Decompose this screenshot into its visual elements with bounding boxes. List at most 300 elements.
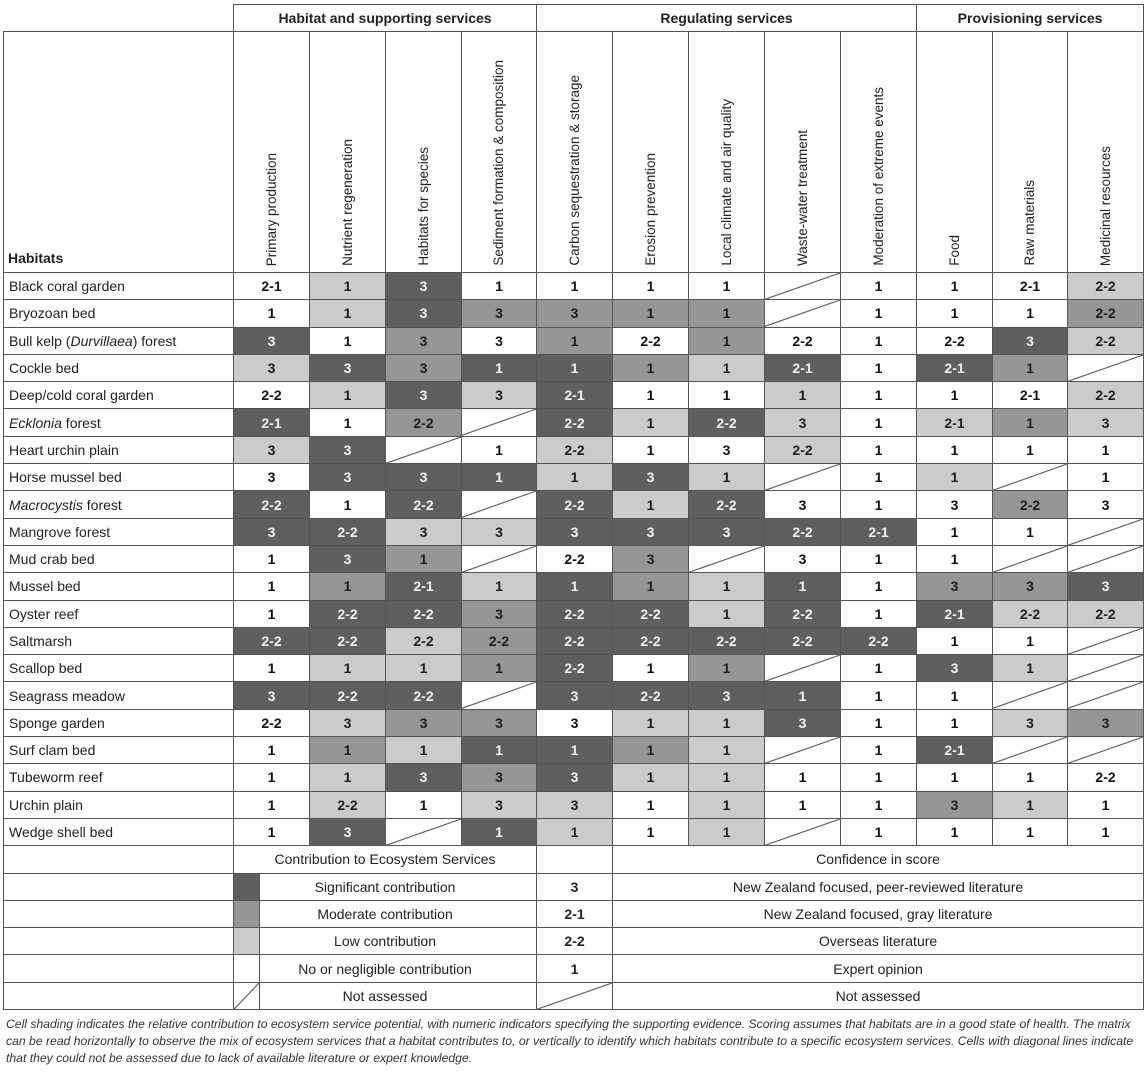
- column-header-erosion-prevention: [613, 32, 689, 273]
- score-cell: 1: [917, 709, 993, 736]
- not-assessed-diagonal-icon: [993, 682, 1067, 708]
- habitat-name: Black coral garden: [4, 273, 234, 300]
- legend-contribution-label: Moderate contribution: [317, 905, 453, 922]
- score-cell: 2-1: [386, 573, 462, 600]
- column-header-label: Primary production: [263, 152, 279, 266]
- table-row: [4, 300, 1144, 327]
- score-cell: 1: [917, 545, 993, 572]
- score-cell: 2-2: [1068, 300, 1144, 327]
- score-cell: 1: [917, 436, 993, 463]
- score-cell: 3: [765, 545, 841, 572]
- table-row: [4, 273, 1144, 300]
- habitat-name-italic: Ecklonia: [9, 414, 62, 431]
- score-cell: 1: [234, 737, 310, 764]
- score-cell: 1: [841, 791, 917, 818]
- score-cell: 3: [234, 682, 310, 709]
- table-row: [4, 545, 1144, 572]
- score-cell: 1: [765, 791, 841, 818]
- table-row: [4, 627, 1144, 654]
- score-cell: 1: [613, 354, 689, 381]
- score-cell: 2-1: [917, 737, 993, 764]
- not-assessed-cell: [765, 655, 841, 682]
- not-assessed-diagonal-icon: [462, 491, 536, 517]
- table-row: [4, 464, 1144, 491]
- score-cell: 1: [462, 436, 537, 463]
- score-cell: 1: [1068, 436, 1144, 463]
- score-cell: 3: [993, 573, 1068, 600]
- table-row: [4, 491, 1144, 518]
- score-cell: 1: [462, 818, 537, 845]
- score-cell: 1: [234, 573, 310, 600]
- score-cell: 1: [841, 545, 917, 572]
- score-cell: 1: [613, 764, 689, 791]
- not-assessed-cell: [765, 464, 841, 491]
- score-cell: 1: [841, 491, 917, 518]
- score-cell: 3: [462, 327, 537, 354]
- score-cell: 1: [841, 436, 917, 463]
- score-cell: 2-1: [841, 518, 917, 545]
- score-cell: 1: [462, 464, 537, 491]
- score-cell: 1: [689, 709, 765, 736]
- score-cell: 1: [310, 409, 386, 436]
- score-cell: 1: [689, 791, 765, 818]
- legend-contribution: [234, 982, 537, 1009]
- score-cell: 3: [310, 545, 386, 572]
- legend-spacer: [4, 873, 234, 900]
- score-cell: 2-1: [234, 273, 310, 300]
- score-cell: 3: [386, 764, 462, 791]
- score-cell: 2-2: [234, 491, 310, 518]
- not-assessed-cell: [689, 545, 765, 572]
- score-cell: 2-2: [386, 682, 462, 709]
- not-assessed-diagonal-icon: [234, 983, 259, 1009]
- score-cell: 3: [537, 300, 613, 327]
- habitat-name: Sponge garden: [4, 709, 234, 736]
- habitat-name: Mussel bed: [4, 573, 234, 600]
- score-cell: 1: [765, 573, 841, 600]
- score-cell: 1: [537, 327, 613, 354]
- legend-confidence-label: New Zealand focused, gray literature: [613, 900, 1144, 927]
- score-cell: 3: [462, 600, 537, 627]
- score-cell: 3: [689, 436, 765, 463]
- score-cell: 1: [310, 737, 386, 764]
- column-header-nutrient-regeneration: [310, 32, 386, 273]
- score-cell: 1: [310, 491, 386, 518]
- score-cell: 2-1: [917, 600, 993, 627]
- habitat-name: Wedge shell bed: [4, 818, 234, 845]
- habitat-name: Seagrass meadow: [4, 682, 234, 709]
- score-cell: 1: [310, 382, 386, 409]
- score-cell: 3: [917, 491, 993, 518]
- score-cell: 1: [310, 273, 386, 300]
- score-cell: 1: [689, 464, 765, 491]
- score-cell: 2-2: [841, 627, 917, 654]
- column-header-food: [917, 32, 993, 273]
- score-cell: 2-2: [765, 518, 841, 545]
- score-cell: 1: [613, 655, 689, 682]
- score-cell: 3: [386, 382, 462, 409]
- not-assessed-diagonal-icon: [765, 655, 840, 681]
- score-cell: 2-2: [234, 382, 310, 409]
- score-cell: 3: [765, 491, 841, 518]
- score-cell: 2-2: [462, 627, 537, 654]
- legend-spacer: [4, 955, 234, 982]
- not-assessed-cell: [462, 545, 537, 572]
- column-header-moderation-of-extreme-events: [841, 32, 917, 273]
- score-cell: 2-2: [310, 518, 386, 545]
- legend-contribution: [234, 928, 537, 955]
- score-cell: 2-2: [537, 436, 613, 463]
- score-cell: 1: [613, 436, 689, 463]
- score-cell: 3: [537, 709, 613, 736]
- legend-contribution: [234, 955, 537, 982]
- legend-confidence-label: Overseas literature: [613, 928, 1144, 955]
- not-assessed-diagonal-icon: [689, 546, 764, 572]
- score-cell: 1: [841, 737, 917, 764]
- score-cell: 1: [613, 791, 689, 818]
- score-cell: 1: [462, 354, 537, 381]
- score-cell: 3: [234, 518, 310, 545]
- score-cell: 1: [689, 655, 765, 682]
- score-cell: 1: [689, 273, 765, 300]
- not-assessed-cell: [462, 682, 537, 709]
- score-cell: 3: [234, 436, 310, 463]
- score-cell: 3: [386, 327, 462, 354]
- score-cell: 1: [841, 273, 917, 300]
- legend-contribution: [234, 900, 537, 927]
- habitat-name: Heart urchin plain: [4, 436, 234, 463]
- not-assessed-cell: [765, 737, 841, 764]
- score-cell: 3: [310, 436, 386, 463]
- not-assessed-cell: [462, 491, 537, 518]
- not-assessed-diagonal-icon: [1068, 519, 1143, 545]
- score-cell: 1: [234, 600, 310, 627]
- not-assessed-diagonal-icon: [1068, 628, 1143, 654]
- not-assessed-diagonal-icon: [993, 737, 1067, 763]
- score-cell: 2-2: [386, 627, 462, 654]
- score-cell: 1: [310, 327, 386, 354]
- score-cell: 2-2: [1068, 382, 1144, 409]
- column-header-label: Medicinal resources: [1097, 145, 1113, 266]
- score-cell: 2-2: [613, 627, 689, 654]
- score-cell: 2-2: [537, 491, 613, 518]
- not-assessed-cell: [1068, 354, 1144, 381]
- score-cell: 3: [462, 791, 537, 818]
- score-cell: 1: [234, 791, 310, 818]
- score-cell: 1: [841, 764, 917, 791]
- legend-spacer: [4, 900, 234, 927]
- habitat-name: Deep/cold coral garden: [4, 382, 234, 409]
- table-row: [4, 600, 1144, 627]
- habitat-name: Horse mussel bed: [4, 464, 234, 491]
- score-cell: 1: [310, 764, 386, 791]
- score-cell: 1: [993, 791, 1068, 818]
- score-cell: 2-2: [765, 436, 841, 463]
- not-assessed-cell: [1068, 655, 1144, 682]
- score-cell: 2-2: [310, 600, 386, 627]
- not-assessed-cell: [386, 436, 462, 463]
- score-cell: 3: [386, 354, 462, 381]
- score-cell: 3: [386, 518, 462, 545]
- score-cell: 2-2: [537, 409, 613, 436]
- score-cell: 3: [234, 327, 310, 354]
- score-cell: 2-2: [386, 491, 462, 518]
- legend-row: [4, 900, 1144, 927]
- score-cell: 1: [234, 300, 310, 327]
- score-cell: 1: [993, 627, 1068, 654]
- habitat-name-part: ) forest: [132, 332, 177, 349]
- score-cell: 1: [537, 464, 613, 491]
- score-cell: 3: [765, 409, 841, 436]
- score-cell: 2-2: [537, 600, 613, 627]
- score-cell: 1: [613, 382, 689, 409]
- score-cell: 1: [689, 327, 765, 354]
- score-cell: 2-2: [765, 327, 841, 354]
- not-assessed-diagonal-icon: [1068, 355, 1143, 381]
- table-row: [4, 573, 1144, 600]
- score-cell: 1: [613, 409, 689, 436]
- legend: [4, 846, 1144, 1010]
- habitat-name: [4, 491, 234, 518]
- not-assessed-diagonal-icon: [1068, 546, 1143, 572]
- habitat-name-part: forest: [82, 496, 122, 513]
- column-header-waste-water-treatment: [765, 32, 841, 273]
- score-cell: 1: [841, 409, 917, 436]
- legend-row: [4, 873, 1144, 900]
- table-row: [4, 436, 1144, 463]
- not-assessed-cell: [993, 737, 1068, 764]
- score-cell: 1: [993, 518, 1068, 545]
- score-cell: 1: [462, 655, 537, 682]
- score-cell: 2-1: [537, 382, 613, 409]
- score-cell: 1: [462, 273, 537, 300]
- legend-header-row: [4, 846, 1144, 873]
- legend-swatch: [234, 983, 260, 1009]
- score-cell: 2-2: [993, 491, 1068, 518]
- legend-confidence-code: 3: [537, 873, 613, 900]
- score-cell: 2-2: [613, 682, 689, 709]
- score-cell: 1: [993, 300, 1068, 327]
- score-cell: 3: [537, 682, 613, 709]
- score-cell: 2-1: [993, 273, 1068, 300]
- score-cell: 3: [386, 300, 462, 327]
- score-cell: 1: [689, 764, 765, 791]
- habitat-name: Saltmarsh: [4, 627, 234, 654]
- score-cell: 1: [1068, 791, 1144, 818]
- score-cell: 3: [1068, 709, 1144, 736]
- score-cell: 1: [993, 655, 1068, 682]
- legend-confidence-code: 1: [537, 955, 613, 982]
- score-cell: 1: [234, 764, 310, 791]
- score-cell: 1: [765, 382, 841, 409]
- score-cell: 2-1: [993, 382, 1068, 409]
- score-cell: 1: [689, 573, 765, 600]
- score-cell: 3: [310, 818, 386, 845]
- score-cell: 1: [310, 300, 386, 327]
- score-cell: 1: [386, 655, 462, 682]
- not-assessed-diagonal-icon: [386, 819, 461, 845]
- habitat-name-italic: Durvillaea: [70, 332, 133, 349]
- figure-caption: Cell shading indicates the relative contribution to ecosystem service potential, with numeric indicators specifying the supporting evidence. Scoring assumes that habitats are in a good state of health. The matrix can be read horizontally to observe the mix of ecosystem services that a habitat contributes to, or vertically to identify which habitats contribute to a specific ecosystem services. Cells with diagonal lines indicate that they could not be assessed due to lack of available literature or expert knowledge.: [6, 1017, 1134, 1065]
- score-cell: 1: [841, 573, 917, 600]
- score-cell: 2-2: [537, 627, 613, 654]
- score-cell: 1: [613, 573, 689, 600]
- column-header-label: Nutrient regeneration: [339, 139, 355, 266]
- score-cell: 1: [993, 436, 1068, 463]
- score-cell: 1: [1068, 464, 1144, 491]
- not-assessed-cell: [765, 818, 841, 845]
- not-assessed-cell: [386, 818, 462, 845]
- score-cell: 1: [841, 354, 917, 381]
- habitat-name: Urchin plain: [4, 791, 234, 818]
- score-cell: 2-2: [310, 791, 386, 818]
- score-cell: 1: [1068, 818, 1144, 845]
- not-assessed-diagonal-icon: [462, 409, 536, 435]
- not-assessed-cell: [1068, 545, 1144, 572]
- habitat-name: [4, 327, 234, 354]
- column-header-label: Erosion prevention: [642, 153, 658, 266]
- not-assessed-diagonal-icon: [765, 273, 840, 299]
- column-header-local-climate-and-air-quality: [689, 32, 765, 273]
- habitat-name-part: Bull kelp (: [9, 332, 71, 349]
- table-row: [4, 791, 1144, 818]
- score-cell: 3: [613, 545, 689, 572]
- table-row: [4, 764, 1144, 791]
- score-cell: 3: [537, 791, 613, 818]
- score-cell: 1: [310, 655, 386, 682]
- score-cell: 1: [613, 818, 689, 845]
- score-cell: 1: [386, 791, 462, 818]
- score-cell: 1: [689, 737, 765, 764]
- habitat-name: [4, 409, 234, 436]
- column-header-primary-production: [234, 32, 310, 273]
- score-cell: 2-2: [537, 655, 613, 682]
- score-cell: 3: [386, 464, 462, 491]
- score-cell: 1: [689, 354, 765, 381]
- score-cell: 1: [537, 273, 613, 300]
- score-cell: 2-2: [310, 627, 386, 654]
- not-assessed-diagonal-icon: [765, 464, 840, 490]
- score-cell: 1: [765, 764, 841, 791]
- service-group-habitat-and-supporting-services: Habitat and supporting services: [234, 5, 537, 32]
- score-cell: 2-1: [917, 354, 993, 381]
- habitats-header: Habitats: [4, 32, 234, 273]
- not-assessed-cell: [1068, 627, 1144, 654]
- score-cell: 3: [1068, 491, 1144, 518]
- not-assessed-diagonal-icon: [386, 437, 461, 463]
- score-cell: 2-2: [234, 709, 310, 736]
- column-header-label: Raw materials: [1022, 180, 1038, 266]
- score-cell: 3: [310, 709, 386, 736]
- column-header-habitats-for-species: [386, 32, 462, 273]
- score-cell: 1: [841, 655, 917, 682]
- score-cell: 3: [462, 382, 537, 409]
- score-cell: 1: [537, 354, 613, 381]
- score-cell: 1: [386, 545, 462, 572]
- table-row: [4, 818, 1144, 845]
- score-cell: 2-2: [765, 600, 841, 627]
- score-cell: 3: [1068, 409, 1144, 436]
- habitat-name: Mud crab bed: [4, 545, 234, 572]
- legend-contribution-label: Not assessed: [342, 987, 428, 1004]
- legend-confidence-label: Expert opinion: [613, 955, 1144, 982]
- score-cell: 1: [613, 300, 689, 327]
- table-row: [4, 655, 1144, 682]
- score-cell: 3: [993, 327, 1068, 354]
- legend-contribution-label: Significant contribution: [314, 878, 456, 895]
- score-cell: 1: [993, 354, 1068, 381]
- score-cell: 2-2: [1068, 327, 1144, 354]
- not-assessed-cell: [993, 545, 1068, 572]
- score-cell: 1: [613, 273, 689, 300]
- score-cell: 3: [310, 354, 386, 381]
- matrix-body: [4, 273, 1144, 846]
- score-cell: 3: [689, 518, 765, 545]
- score-cell: 1: [689, 600, 765, 627]
- score-cell: 2-2: [689, 627, 765, 654]
- score-cell: 1: [917, 627, 993, 654]
- column-header-raw-materials: [993, 32, 1068, 273]
- table-row: [4, 354, 1144, 381]
- habitat-name: Oyster reef: [4, 600, 234, 627]
- score-cell: 1: [689, 382, 765, 409]
- score-cell: 2-2: [613, 327, 689, 354]
- score-cell: 1: [841, 682, 917, 709]
- not-assessed-diagonal-icon: [462, 546, 536, 572]
- legend-confidence-label: Not assessed: [613, 982, 1144, 1009]
- score-cell: 1: [234, 818, 310, 845]
- not-assessed-cell: [765, 273, 841, 300]
- legend-swatch: [234, 874, 260, 900]
- column-header-carbon-sequestration-storage: [537, 32, 613, 273]
- score-cell: 3: [993, 709, 1068, 736]
- score-cell: 1: [841, 818, 917, 845]
- score-cell: 2-2: [765, 627, 841, 654]
- habitat-name: Bryozoan bed: [4, 300, 234, 327]
- column-header-sediment-formation-composition: [462, 32, 537, 273]
- score-cell: 1: [537, 573, 613, 600]
- legend-blank: [4, 846, 234, 873]
- score-cell: 1: [917, 818, 993, 845]
- score-cell: 1: [993, 409, 1068, 436]
- score-cell: 3: [386, 709, 462, 736]
- score-cell: 1: [841, 600, 917, 627]
- column-header-label: Waste-water treatment: [794, 129, 810, 266]
- not-assessed-cell: [993, 682, 1068, 709]
- score-cell: 1: [917, 518, 993, 545]
- habitat-name: Mangrove forest: [4, 518, 234, 545]
- score-cell: 3: [310, 464, 386, 491]
- table-row: [4, 327, 1144, 354]
- score-cell: 1: [917, 682, 993, 709]
- column-header-label: Sediment formation & composition: [491, 60, 507, 266]
- score-cell: 3: [765, 709, 841, 736]
- not-assessed-diagonal-icon: [1068, 737, 1143, 763]
- score-cell: 2-1: [765, 354, 841, 381]
- score-cell: 2-2: [689, 409, 765, 436]
- score-cell: 3: [386, 273, 462, 300]
- score-cell: 2-2: [537, 545, 613, 572]
- score-cell: 2-1: [917, 409, 993, 436]
- not-assessed-cell: [993, 464, 1068, 491]
- score-cell: 1: [537, 818, 613, 845]
- score-cell: 1: [689, 300, 765, 327]
- score-cell: 1: [765, 682, 841, 709]
- score-cell: 2-2: [386, 409, 462, 436]
- not-assessed-cell: [1068, 682, 1144, 709]
- score-cell: 3: [917, 655, 993, 682]
- habitat-name: Tubeworm reef: [4, 764, 234, 791]
